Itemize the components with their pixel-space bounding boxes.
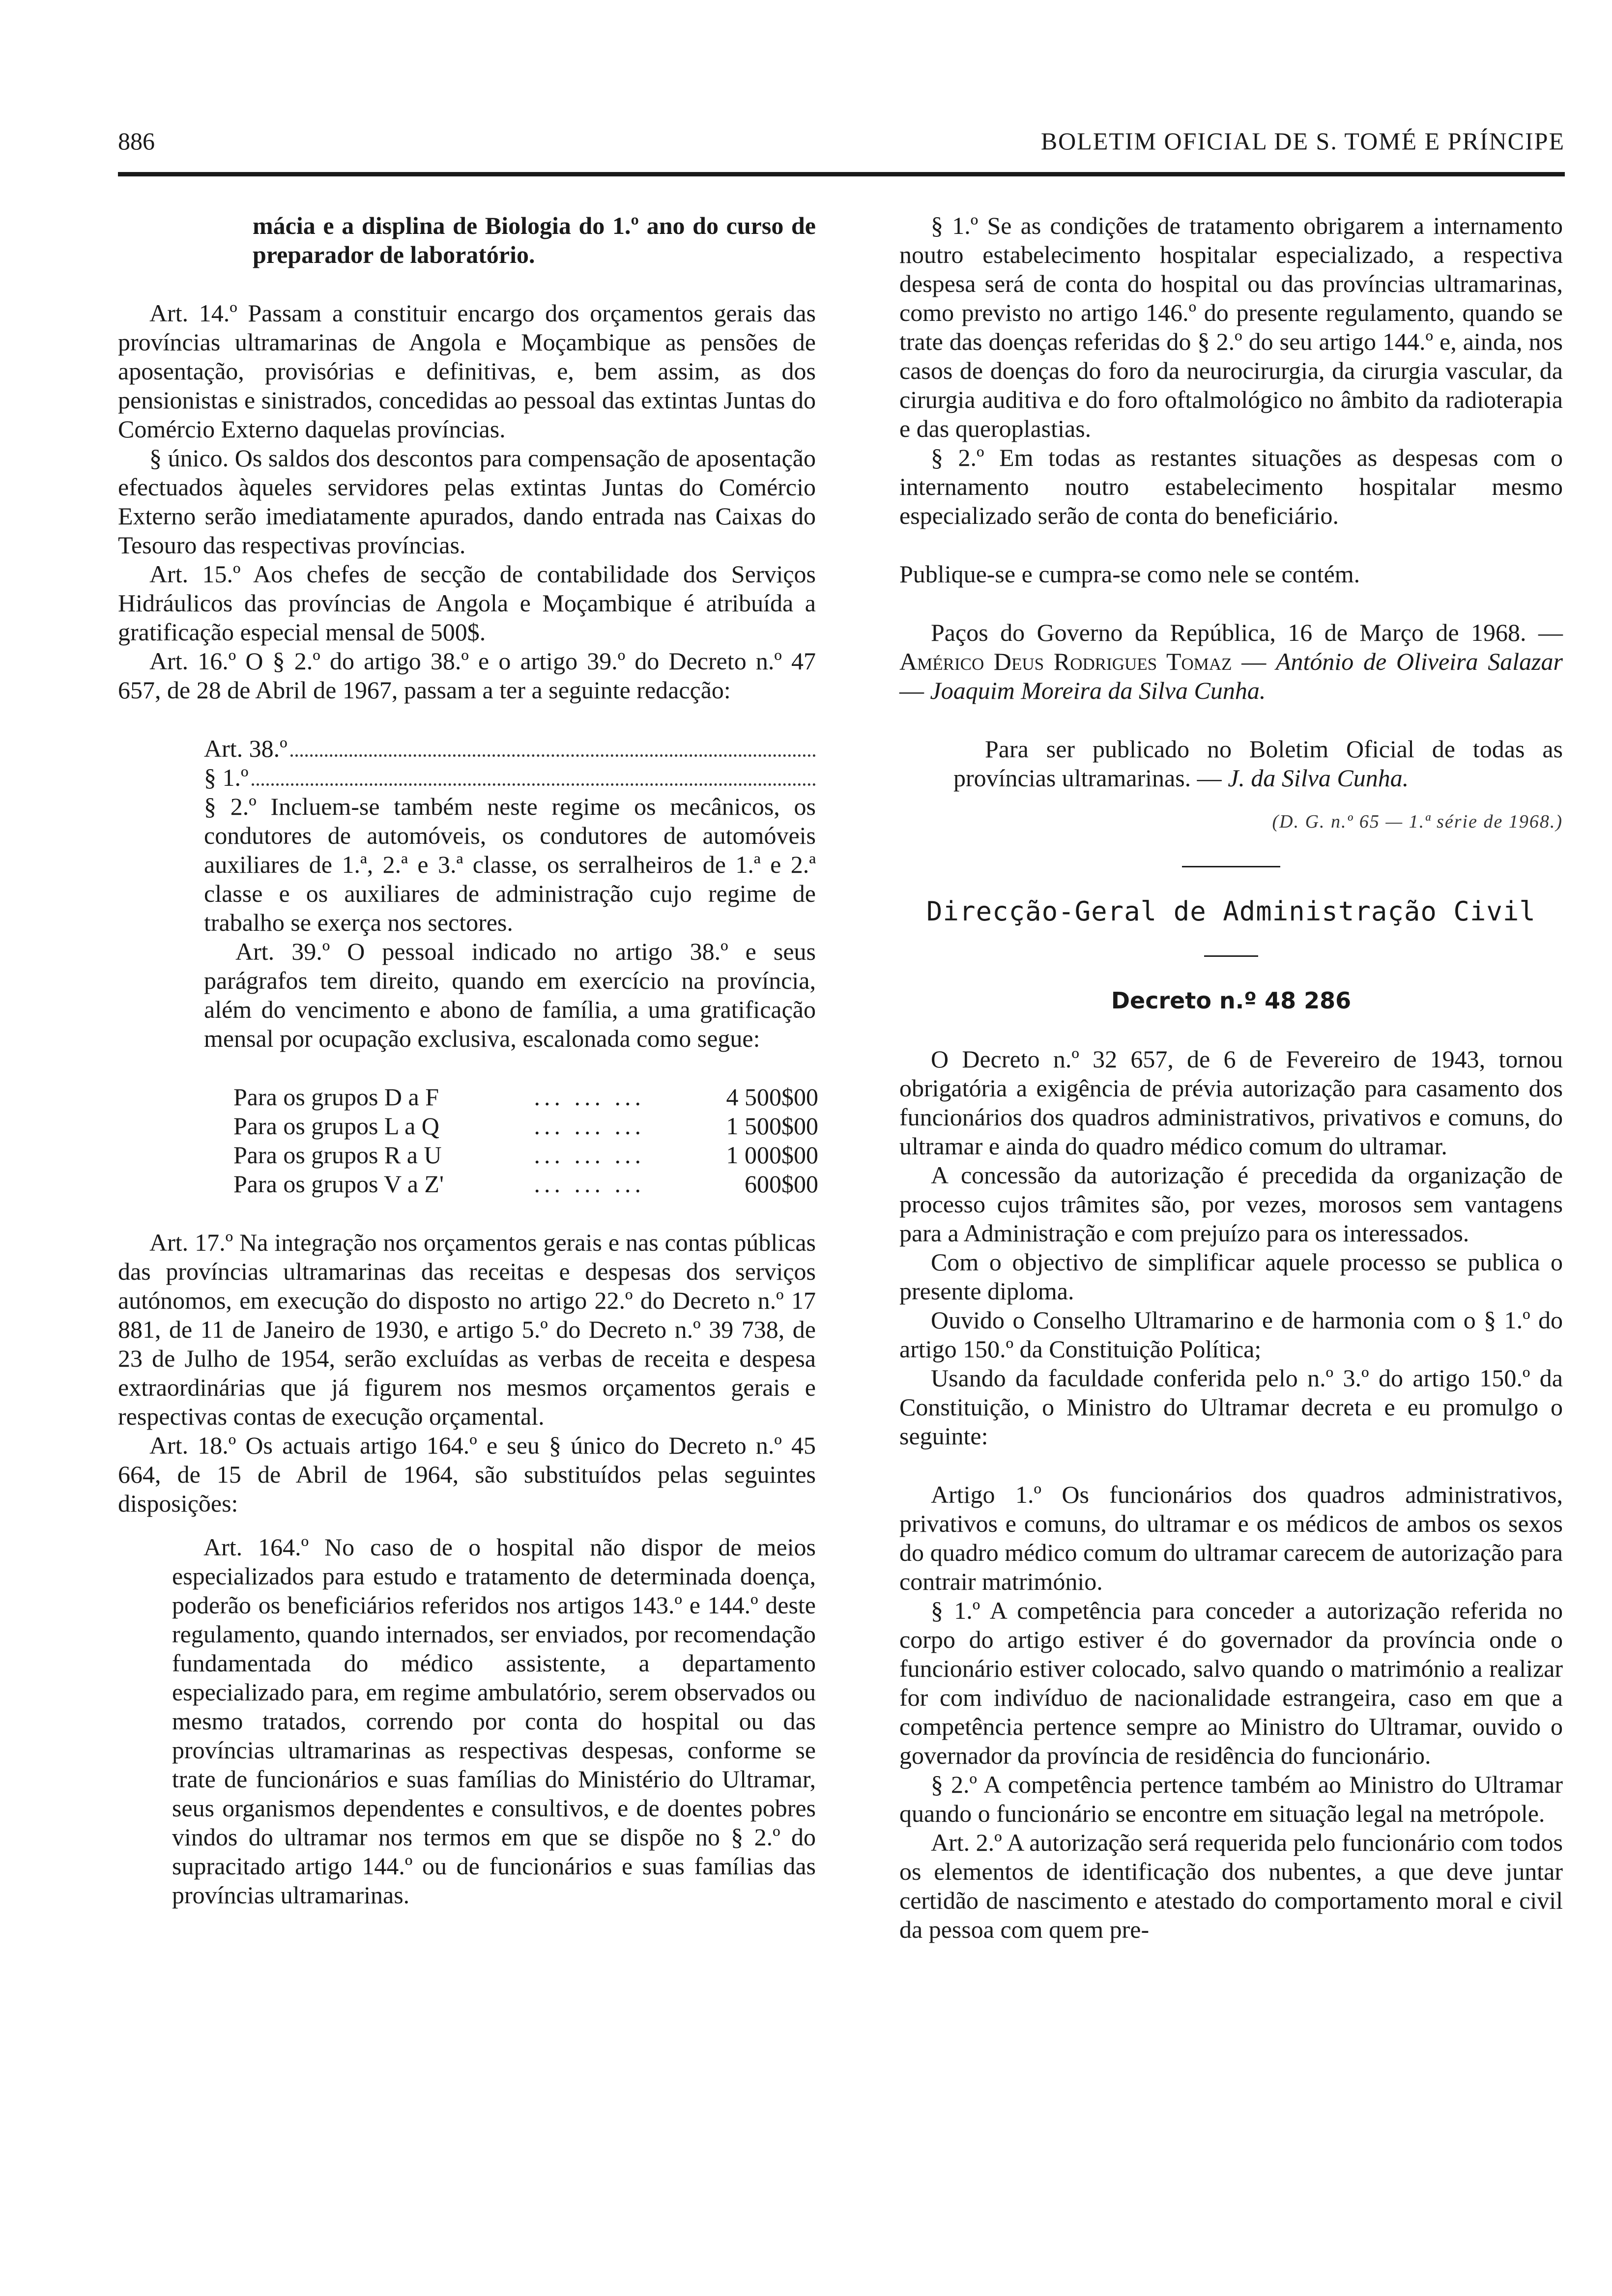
decree-article-1: Artigo 1.º Os funcionários dos quadros administrativos, privativos e comuns, do ultramar e os médicos de ambos os sexos do quadro médico comum do ultramar carecem de autorização para contrair matrimónio. (899, 1481, 1563, 1595)
paragraph-1-line (204, 763, 816, 792)
gratification-dots: ... ... ... (534, 1112, 645, 1140)
article-14: Art. 14.º Passam a constituir encargo dos orçamentos gerais das províncias ultramarinas de Angola e Moçambique as pensões de aposentação, provisórias e definitivas, e, bem assim, as dos pensionistas e sinistrados, concedidas ao pessoal das extintas Juntas do Comércio Externo daquelas províncias. (118, 299, 816, 443)
gratification-group: Para os grupos R a U (233, 1141, 442, 1169)
opening-fragment: mácia e a displina de Biologia do 1.º ano do curso de preparador de laboratório. (253, 212, 816, 268)
signatory-minister: Joaquim Moreira da Silva Cunha. (930, 677, 1266, 704)
article-164-paragraph-2: § 2.º Em todas as restantes situações as despesas com o internamento noutro estabelecimento hospitalar mesmo especializado serão de conta do beneficiário. (899, 444, 1563, 529)
gratification-dots: ... ... ... (534, 1170, 645, 1198)
publication-note-text: Para ser publicado no Boletim Oficial de todas as províncias ultramarinas. — (953, 735, 1563, 792)
gratification-amount: 1 500$00 (726, 1112, 818, 1140)
gratification-row (233, 1141, 818, 1170)
signature-block: Paços do Governo da República, 16 de Março de 1968. — Américo Deus Rodrigues Tomaz — António de Oliveira Salazar — Joaquim Moreira da Silva Cunha. (899, 619, 1563, 704)
right-column (899, 211, 1563, 1944)
article-18: Art. 18.º Os actuais artigo 164.º e seu § único do Decreto n.º 45 664, de 15 de Abril de 1964, são substituídos pelas seguintes disposições: (118, 1432, 816, 1517)
decree-paragraph-1: O Decreto n.º 32 657, de 6 de Fevereiro de 1943, tornou obrigatória a exigência de prévia autorização para casamento dos funcionários dos quadros administrativos, privativos e comuns, do ultramar e ainda do quadro médico comum do ultramar. (899, 1045, 1563, 1160)
decree-paragraph-4: Ouvido o Conselho Ultramarino e de harmonia com o § 1.º do artigo 150.º da Constituição Política; (899, 1306, 1563, 1363)
article-164: Art. 164.º No caso de o hospital não dispor de meios especializados para estudo e tratamento de determinada doença, poderão os beneficiários referidos nos artigos 143.º e 144.º deste regulamento, quando internados, ser enviados, por recomendação fundamentada do médico assistente, a departamento especializado para, em regime ambulatório, serem observados ou mesmo tratados, correndo por conta do hospital ou das províncias ultramarinas as respectivas despesas, conforme se trate de funcionários e suas famílias do Ministério do Ultramar, seus organismos dependentes e consultivos, e de doentes pobres vindos do ultramar nos termos em que se dispõe no § 2.º do supracitado artigo 144.º ou de funcionários e suas famílias das províncias ultramarinas. (172, 1533, 816, 1909)
gratification-group: Para os grupos L a Q (233, 1112, 439, 1140)
decree-article-1-paragraph-2: § 2.º A competência pertence também ao Ministro do Ultramar quando o funcionário se encontre em situação legal na metrópole. (899, 1771, 1563, 1827)
section-title: Direcção-Geral de Administração Civil (926, 896, 1536, 927)
source-reference: (D. G. n.º 65 — 1.ª série de 1968.) (1272, 811, 1563, 832)
signatory-president: Américo Deus Rodrigues Tomaz (899, 648, 1232, 675)
gratification-amount: 600$00 (745, 1170, 818, 1198)
article-14-sole-paragraph: § único. Os saldos dos descontos para compensação de aposentação efectuados àqueles servidores pelas extintas Juntas do Comércio Externo serão imediatamente apurados, dando entrada nas Caixas do Tesouro das respectivas províncias. (118, 444, 816, 559)
publication-order: Publique-se e cumpra-se como nele se contém. (899, 560, 1360, 588)
article-39: Art. 39.º O pessoal indicado no artigo 38.º e seus parágrafos tem direito, quando em exercício na província, além do vencimento e abono de família, a uma gratificação mensal por ocupação exclusiva, escalonada como segue: (204, 938, 816, 1052)
paragraph-2: § 2.º Incluem-se também neste regime os mecânicos, os condutores de automóveis, os condutores de automóveis auxiliares de 1.ª, 2.ª e 3.ª classe, os serralheiros de 1.ª e 2.ª classe e os auxiliares de administração cujo regime de trabalho se exerça nos sectores. (204, 793, 816, 936)
paragraph-1-label: § 1.º (204, 764, 249, 791)
palace-date: Paços do Governo da República, 16 de Março de 1968. (931, 619, 1526, 646)
article-15: Art. 15.º Aos chefes de secção de contabilidade dos Serviços Hidráulicos das províncias de Angola e Moçambique é atribuída a gratificação especial mensal de 500$. (118, 560, 816, 646)
journal-title: BOLETIM OFICIAL DE S. TOMÉ E PRÍNCIPE (1040, 127, 1565, 155)
quoted-amendment (118, 734, 816, 1053)
decree-paragraph-3: Com o objectivo de simplificar aquele processo se publica o presente diploma. (899, 1248, 1563, 1305)
decree-paragraph-5: Usando da faculdade conferida pelo n.º 3.º do artigo 150.º da Constituição, o Ministro do Ultramar decreta e eu promulgo o seguinte: (899, 1364, 1563, 1450)
decree-title: Decreto n.º 48 286 (1111, 987, 1352, 1014)
decree-article-1-paragraph-1: § 1.º A competência para conceder a autorização referida no corpo do artigo estiver é do governador da província onde o funcionário estiver colocado, salvo quando o matrimónio a realizar for com indivíduo de nacionalidade estrangeira, caso em que a competência pertence sempre ao Ministro do Ultramar, ouvido o governador da província de residência do funcionário. (899, 1597, 1563, 1769)
gratification-table (233, 1083, 818, 1199)
page-header (118, 123, 1565, 167)
dot-leader (290, 754, 816, 757)
left-column (118, 211, 816, 1910)
publication-note-signatory: J. da Silva Cunha. (1228, 764, 1409, 792)
gratification-row (233, 1170, 818, 1199)
dot-leader (252, 783, 816, 786)
gratification-amount: 1 000$00 (726, 1141, 818, 1169)
decree-article-2: Art. 2.º A autorização será requerida pelo funcionário com todos os elementos de identificação dos nubentes, a que deve juntar certidão de nascimento e atestado do comportamento moral e civil da pessoa com quem pre- (899, 1829, 1563, 1943)
article-16: Art. 16.º O § 2.º do artigo 38.º e o artigo 39.º do Decreto n.º 47 657, de 28 de Abril de 1967, passam a ter a seguinte redacção: (118, 647, 816, 704)
gratification-group: Para os grupos D a F (233, 1083, 439, 1111)
article-38-label: Art. 38.º (204, 735, 288, 762)
gratification-row (233, 1112, 818, 1141)
gratification-group: Para os grupos V a Z' (233, 1170, 444, 1198)
gratification-row (233, 1083, 818, 1112)
gratification-amount: 4 500$00 (726, 1083, 818, 1111)
article-17: Art. 17.º Na integração nos orçamentos gerais e nas contas públicas das províncias ultramarinas das receitas e despesas dos serviços autónomos, em execução do disposto no artigo 22.º do Decreto n.º 17 881, de 11 de Janeiro de 1930, e artigo 5.º do Decreto n.º 39 738, de 23 de Julho de 1954, serão excluídas as verbas de receita e despesa extraordinárias que já figurem nos mesmos orçamentos gerais e respectivas contas de execução orçamental. (118, 1229, 816, 1430)
publication-note (899, 735, 1563, 793)
page-number: 886 (118, 127, 155, 155)
gratification-dots: ... ... ... (534, 1141, 645, 1169)
gratification-dots: ... ... ... (534, 1083, 645, 1111)
signatory-prime-minister: António de Oliveira Salazar (1275, 648, 1563, 675)
decree-paragraph-2: A concessão da autorização é precedida da organização de processo cujos trâmites são, por vezes, morosos sem vantagens para a Administração e com prejuízo para os interessados. (899, 1161, 1563, 1247)
header-rule (118, 172, 1565, 176)
article-38-line (204, 734, 816, 763)
article-164-paragraph-1: § 1.º Se as condições de tratamento obrigarem a internamento noutro estabelecimento hospitalar especializado, a respectiva despesa será de conta do hospital ou das províncias ultramarinas, como previsto no artigo 146.º do presente regulamento, quando se trate das doenças referidas do § 2.º do seu artigo 144.º e, ainda, nos casos de doenças do foro da neurocirurgia, da cirurgia vascular, da cirurgia auditiva e do foro oftalmológico no âmbito da radioterapia e das queroplastias. (899, 212, 1563, 442)
